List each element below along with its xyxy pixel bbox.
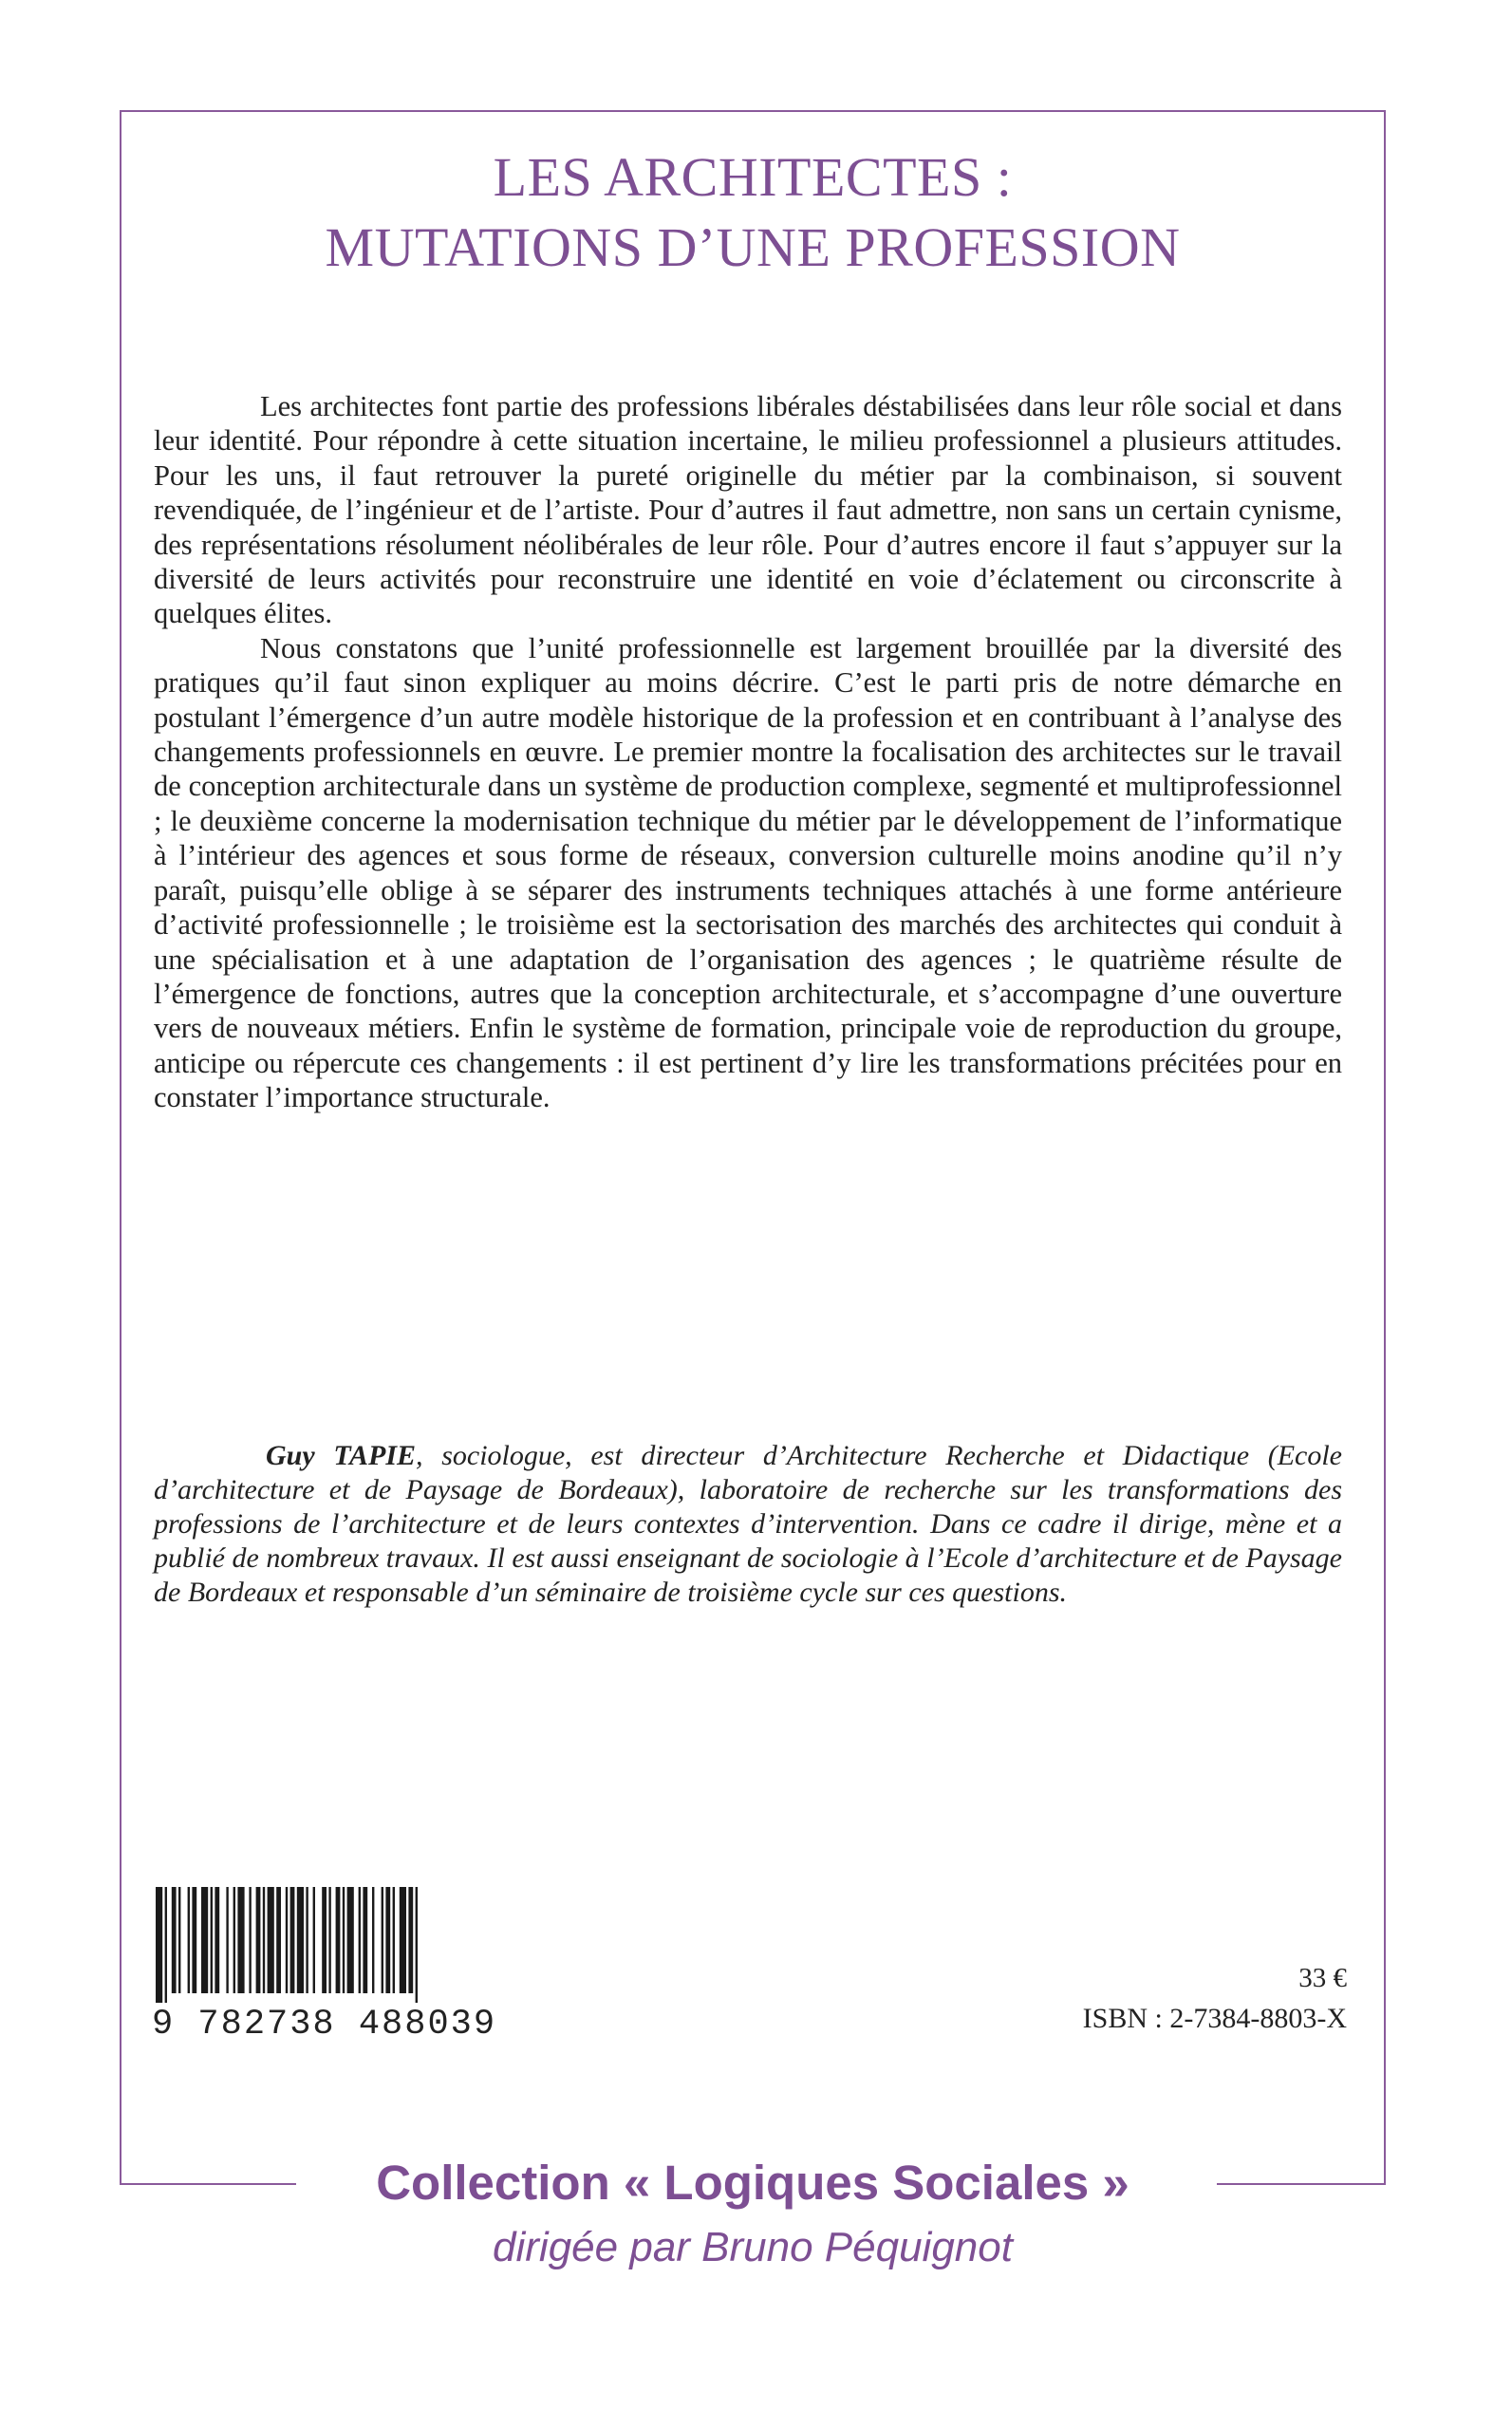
author-bio — [154, 1439, 1342, 1610]
barcode-bar — [276, 1887, 281, 1993]
isbn-label: ISBN : 2-7384-8803-X — [1082, 2003, 1347, 2034]
barcode-bar — [178, 1887, 180, 1993]
barcode-bar — [372, 1887, 374, 1993]
barcode-bar — [336, 1887, 341, 1993]
barcode-bar — [306, 1887, 308, 1993]
barcode-bar — [201, 1887, 208, 1993]
barcode-bar — [393, 1887, 395, 1993]
barcode-bar — [416, 1887, 418, 2003]
barcode-bar — [237, 1887, 244, 1993]
barcode-bar — [211, 1887, 213, 1993]
barcode-bar — [363, 1887, 367, 1993]
price-label: 33 € — [1298, 1963, 1347, 1993]
barcode-bar — [359, 1887, 361, 1993]
collection-director: dirigée par Bruno Péquignot — [493, 2224, 1013, 2270]
author-bio-text: , sociologue, est directeur d’Architecture Recherche et Didactique (Ecole d’architecture et de Paysage de Bordeaux), laboratoire de recherche sur les transformations des professions de l’architecture et de leurs contextes d’intervention. Dans ce cadre il dirige, mène et a publié de nombreux travaux. Il est aussi enseignant de sociologie à l’Ecole d’architecture et de Paysage de Bordeaux et responsable d’un séminaire de troisième cycle sur ces questions. — [154, 1440, 1342, 1608]
barcode-bar — [268, 1887, 274, 1993]
summary-text — [154, 389, 1342, 1115]
barcode-bar — [263, 1887, 265, 1993]
barcode-bars — [152, 1887, 505, 2003]
book-title — [120, 142, 1386, 283]
barcode-bar — [290, 1887, 295, 1993]
barcode-digits: 9 782738 488039 — [152, 2005, 497, 2045]
barcode-bar — [286, 1887, 288, 1993]
barcode-bar — [400, 1887, 406, 1993]
barcode-bar — [188, 1887, 190, 1993]
barcode-bar — [382, 1887, 383, 1993]
barcode-bar — [256, 1887, 261, 1993]
barcode-bar — [215, 1887, 219, 1993]
barcode-bar — [249, 1887, 251, 1993]
barcode-bar — [322, 1887, 327, 1993]
barcode-bar — [313, 1887, 315, 1993]
barcode-bar — [233, 1887, 235, 1993]
barcode-bar — [385, 1887, 390, 1993]
barcode-bar — [172, 1887, 177, 1993]
barcode-bar — [156, 1887, 162, 2003]
collection-title: Collection « Logiques Sociales » — [376, 2156, 1129, 2210]
author-name: Guy TAPIE — [266, 1440, 417, 1471]
barcode-bar — [347, 1887, 354, 1993]
summary-paragraph-1: Les architectes font partie des professions libérales déstabilisées dans leur rôle social et dans leur identité. Pour répondre à cette situation incertaine, le milieu professionnel a plusieurs attitudes. Pour les uns, il faut retrouver la pureté originelle du métier par la combinaison, si souvent revendiquée, de l’ingénieur et de l’artiste. Pour d’autres il faut admettre, non sans un certain cynisme, des représentations résolument néolibérales de leur rôle. Pour d’autres encore il faut s’appuyer sur la diversité de leurs activités pour reconstruire une identité en voie d’éclatement ou circonscrite à quelques élites. — [154, 390, 1342, 630]
barcode-bar — [297, 1887, 304, 1993]
barcode-bar — [226, 1887, 228, 1993]
barcode-bar — [408, 1887, 413, 1993]
book-title-line-2: MUTATIONS D’UNE PROFESSION — [325, 216, 1181, 278]
barcode-bar — [343, 1887, 345, 1993]
book-title-line-1: LES ARCHITECTES : — [493, 146, 1013, 208]
barcode-bar — [165, 1887, 167, 2003]
barcode-bar — [192, 1887, 196, 1993]
barcode-bar — [328, 1887, 330, 1993]
author-bio-paragraph — [154, 1439, 1342, 1610]
summary-paragraph-2: Nous constatons que l’unité professionnelle est largement brouillée par la diversité des pratiques qu’il faut sinon expliquer au moins décrire. C’est le parti pris de notre démarche en postulant l’émergence d’un autre modèle historique de la profession et en contribuant à l’analyse des changements professionnels en œuvre. Le premier montre la focalisation des architectes sur le travail de conception architecturale dans un système de production complexe, segmenté et multiprofessionnel ; le deuxième concerne la modernisation technique du métier par le développement de l’informatique à l’intérieur des agences et sous forme de réseaux, conversion culturelle moins anodine qu’il n’y paraît, puisqu’elle oblige à se séparer des instruments techniques attachés à une forme antérieure d’activité professionnelle ; le troisième est la sectorisation des marchés des architectes qui conduit à une spécialisation et à une adaptation de l’organisation des agences ; le quatrième résulte de l’émergence de fonctions, autres que la conception architecturale, et s’accompagne d’une ouverture vers de nouveaux métiers. Enfin le système de formation, principale voie de reproduction du groupe, anticipe ou répercute ces changements : il est pertinent d’y lire les transformations précitées pour en constater l’importance structurale. — [154, 631, 1342, 1114]
